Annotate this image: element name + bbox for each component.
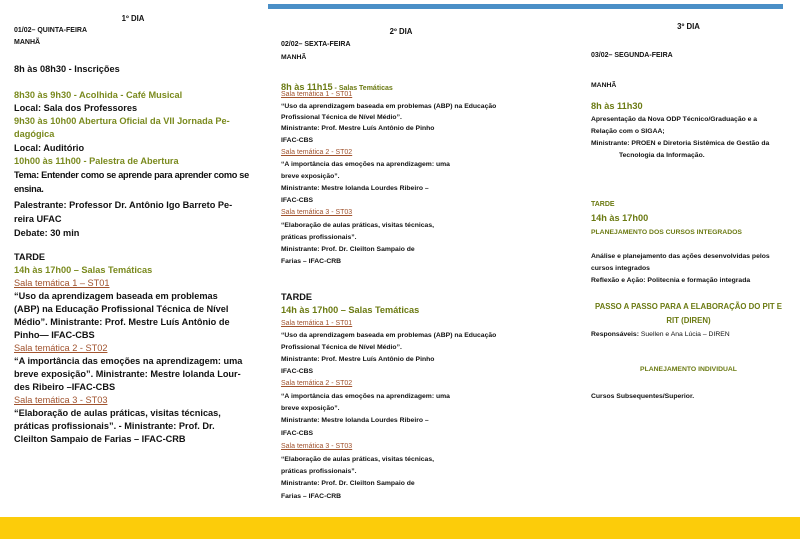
room-link-st03[interactable]: Sala temática 3 - ST03: [281, 209, 353, 216]
day-2-title: 2º DIA: [389, 27, 413, 36]
room-link-st02[interactable]: Sala temática 2 - ST02: [281, 149, 353, 156]
day-2-line: IFAC-CBS: [281, 368, 314, 375]
day-3-line: Relação com o SIGAA;: [591, 128, 665, 135]
day-2-afternoon: TARDE: [281, 292, 312, 302]
day-1-line: 8h às 08h30 - Inscrições: [14, 64, 120, 74]
day-2-line: Ministrante: Mestre Iolanda Lourdes Ribeiro –: [281, 417, 429, 424]
day-2-morning-rooms: - Salas Temáticas: [332, 85, 393, 92]
day-2-line: práticas profissionais”.: [281, 234, 357, 241]
day-2-line: “A importância das emoções na aprendizagem: uma: [281, 161, 450, 168]
room-link-st01[interactable]: Sala temática 1 - ST01: [281, 91, 353, 98]
day-1-time: 14h às 17h00 – Salas Temáticas: [14, 265, 153, 275]
day-2-line: Ministrante: Prof. Dr. Cleilton Sampaio de: [281, 480, 415, 487]
day-1-time: dagógica: [14, 129, 55, 139]
pit-rit-title: RIT (DIREN): [666, 316, 711, 325]
day-1-title: 1º DIA: [121, 14, 145, 23]
day-3-morning-time: 8h às 11h30: [591, 101, 643, 111]
day-3-afternoon-title: PLANEJAMENTO DOS CURSOS INTEGRADOS: [591, 229, 742, 236]
room-link-st01[interactable]: Sala temática 1 - ST01: [281, 320, 353, 327]
responsaveis-label: Responsáveis:: [591, 331, 639, 338]
day-3-line: Tecnologia da Informação.: [619, 152, 705, 159]
day-3-line: cursos integrados: [591, 265, 650, 272]
day-3-line: Cursos Subsequentes/Superior.: [591, 393, 695, 400]
day-2-line: breve exposição”.: [281, 173, 340, 180]
day-2-line: IFAC-CBS: [281, 137, 314, 144]
top-accent-bar: [268, 4, 783, 9]
day-2-line: “Elaboração de aulas práticas, visitas técnicas,: [281, 222, 435, 229]
day-1-line: Médio”. Ministrante: Prof. Mestre Luís Antônio de: [14, 317, 230, 327]
day-2-line: Profissional Técnica de Nível Médio”.: [281, 344, 402, 351]
day-2-line: Ministrante: Prof. Mestre Luís Antônio de Pinho: [281, 356, 435, 363]
day-1-line: Cleilton Sampaio de Farias – IFAC-CRB: [14, 434, 186, 444]
day-1-line: Local: Sala dos Professores: [14, 103, 138, 113]
day-1-line: “Elaboração de aulas práticas, visitas técnicas,: [14, 408, 221, 418]
day-2-morning: MANHÃ: [281, 54, 307, 61]
day-1-time: 8h30 às 9h30 - Acolhida - Café Musical: [14, 90, 183, 100]
day-2-line: Farias – IFAC-CRB: [281, 258, 342, 265]
day-1-line: práticas profissionais”. - Ministrante: Prof. Dr.: [14, 421, 215, 431]
room-link-st01[interactable]: Sala temática 1 – ST01: [14, 278, 110, 288]
day-1-line: Tema: Entender como se aprende para aprender como se: [14, 170, 249, 180]
day-2-line: Ministrante: Mestre Iolanda Lourdes Ribeiro –: [281, 185, 429, 192]
day-1-date: 01/02– QUINTA-FEIRA: [14, 27, 87, 34]
day-3-afternoon: TARDE: [591, 201, 615, 208]
day-1-morning: MANHÃ: [14, 39, 41, 46]
day-3-date: 03/02– SEGUNDA-FEIRA: [591, 52, 673, 59]
day-1-line: breve exposição”. Ministrante: Mestre Iolanda Lour-: [14, 369, 241, 379]
room-link-st03[interactable]: Sala temática 3 - ST03: [14, 395, 108, 405]
day-2-line: “Uso da aprendizagem baseada em problemas (ABP) na Educação: [281, 332, 497, 339]
day-2-line: IFAC-CBS: [281, 430, 314, 437]
day-2-line: breve exposição”.: [281, 405, 340, 412]
day-1-line: ensina.: [14, 184, 44, 194]
room-link-st03[interactable]: Sala temática 3 - ST03: [281, 443, 353, 450]
day-2-line: Ministrante: Prof. Dr. Cleilton Sampaio de: [281, 246, 415, 253]
day-2-line: “A importância das emoções na aprendizagem: uma: [281, 393, 450, 400]
day-2-line: práticas profissionais”.: [281, 468, 357, 475]
day-1-line: “A importância das emoções na aprendizagem: uma: [14, 356, 243, 366]
day-1-line: (ABP) na Educação Profissional Técnica de Nível: [14, 304, 229, 314]
day-1-line: des Ribeiro –IFAC-CBS: [14, 382, 116, 392]
day-2-line: Ministrante: Prof. Mestre Luís Antônio de Pinho: [281, 125, 435, 132]
day-1-line: Pinho— IFAC-CBS: [14, 330, 95, 340]
day-2-date: 02/02– SEXTA-FEIRA: [281, 41, 351, 48]
day-1-line: Local: Auditório: [14, 143, 85, 153]
responsaveis-line: [591, 331, 730, 338]
individual-planning-title: PLANEJAMENTO INDIVIDUAL: [640, 366, 737, 373]
day-1-time: 10h00 às 11h00 - Palestra de Abertura: [14, 156, 179, 166]
day-1-line: Palestrante: Professor Dr. Antônio Igo Barreto Pe-: [14, 200, 233, 210]
day-2-afternoon-time: 14h às 17h00 – Salas Temáticas: [281, 305, 420, 315]
day-3-line: Análise e planejamento das ações desenvolvidas pelos: [591, 253, 770, 260]
day-2-line: Farias – IFAC-CRB: [281, 493, 342, 500]
room-link-st02[interactable]: Sala temática 2 - ST02: [281, 380, 353, 387]
day-3-morning: MANHÃ: [591, 82, 617, 89]
bottom-accent-bar: [0, 517, 800, 539]
day-3-afternoon-time: 14h às 17h00: [591, 213, 649, 223]
day-2-line: “Elaboração de aulas práticas, visitas técnicas,: [281, 456, 435, 463]
day-3-title: 3º DIA: [677, 22, 700, 31]
day-3-line: Apresentação da Nova ODP Técnico/Graduação e a: [591, 116, 758, 123]
day-2-line: IFAC-CBS: [281, 197, 314, 204]
day-2-line: “Uso da aprendizagem baseada em problemas (ABP) na Educação: [281, 103, 497, 110]
room-link-st02[interactable]: Sala temática 2 - ST02: [14, 343, 108, 353]
pit-rit-title: PASSO A PASSO PARA A ELABORAÇÃO DO PIT E: [595, 302, 782, 311]
day-3-line: Ministrante: PROEN e Diretoria Sistêmica de Gestão da: [591, 140, 770, 147]
day-1-line: Debate: 30 min: [14, 228, 80, 238]
responsaveis-value: Suellen e Ana Lúcia – DIREN: [638, 331, 730, 338]
day-1-afternoon: TARDE: [14, 252, 45, 262]
day-1-line: reira UFAC: [14, 214, 62, 224]
day-2-line: Profissional Técnica de Nível Médio”.: [281, 114, 402, 121]
day-1-line: “Uso da aprendizagem baseada em problemas: [14, 291, 218, 301]
day-2-morning-time: 8h às 11h15: [281, 82, 333, 92]
day-3-line: Reflexão e Ação: Politecnia e formação integrada: [591, 277, 751, 284]
day-1-time: 9h30 às 10h00 Abertura Oficial da VII Jornada Pe-: [14, 116, 230, 126]
